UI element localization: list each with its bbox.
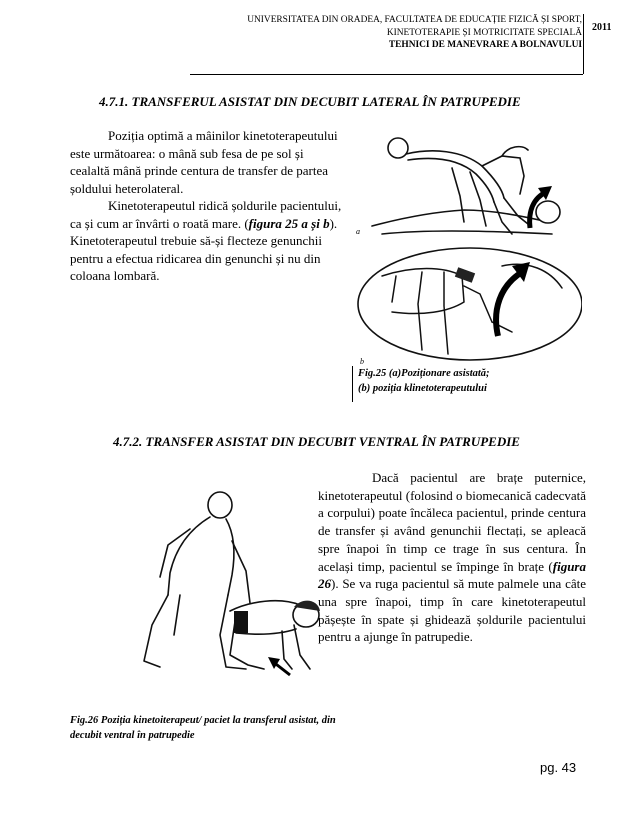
figure-26-caption: Fig.26 Poziția kinetoiterapeut/ paciet la transferul asistat, din decubit ventral în patrupedie: [70, 715, 336, 741]
figure-25-illustration: [352, 126, 582, 366]
header-divider: [583, 14, 584, 74]
figure-25-caption-line-1: Fig.25 (a)Poziționare asistată;: [358, 368, 490, 379]
page-header: [247, 14, 582, 52]
section1-text: [70, 127, 342, 285]
figure-25-label-a: a: [356, 227, 360, 236]
header-line-3: TEHNICI DE MANEVRARE A BOLNAVULUI: [388, 40, 582, 50]
figure-25-reference: figura 25 a și b: [248, 215, 330, 231]
section2-paragraph: Dacă pacientul are brațe puternice, kinetoterapeutul (folosind o biomecanică cadecvată a corpului) poate încăleca pacientul, prinde centura de transfer și având genunchii flectați, se apleacă spre înapoi în timp ce trage în sus centura. În același timp, pacientul se împinge în brațe (figura 26). Se va ruga pacientul să mute palmele una câte una spre înapoi, timp în care kinetoterapeutul pășește în spate și ghidează șoldurile pacientului pentru a ajunge în patrupedie.: [318, 470, 586, 645]
header-line-1: UNIVERSITATEA DIN ORADEA, FACULTATEA DE EDUCAȚIE FIZICĂ ȘI SPORT,: [247, 15, 582, 25]
figure-25-caption: [358, 366, 490, 396]
figure-26-reference: figura 26: [318, 558, 586, 592]
header-underline: [190, 74, 583, 75]
section1-paragraph-2: Kinetoterapeutul ridică șoldurile pacientului, ca și cum ar învârti o roată mare. (figura 25 a și b). Kinetoterapeutul trebuie să-și flecteze genunchii pentru a efectua ridicarea din genunchi și nu din coloana lombară.: [70, 198, 342, 283]
section-heading-4-7-1: 4.7.1. TRANSFERUL ASISTAT DIN DECUBIT LATERAL ÎN PATRUPEDIE: [99, 94, 521, 109]
section-heading-4-7-2: 4.7.2. TRANSFER ASISTAT DIN DECUBIT VENTRAL ÎN PATRUPEDIE: [113, 434, 520, 449]
header-line-2: KINETOTERAPIE ȘI MOTRICITATE SPECIALĂ: [386, 27, 582, 38]
section1-paragraph-1: Poziția optimă a mâinilor kinetoterapeutului este următoarea: o mână sub fesa de pe sol și cealaltă mână prinde centura de transfer de partea șoldului heterolateral.: [70, 128, 338, 196]
figure-26-illustration: [130, 485, 325, 685]
section2-text: [318, 469, 586, 646]
figure-25-caption-line-2: (b) poziția klinetoterapeutului: [358, 383, 487, 394]
page-number: pg. 43: [540, 760, 577, 775]
figure-25-label-b: b: [360, 357, 364, 366]
figure-25-caption-bar: [352, 366, 353, 402]
header-year: 2011: [592, 22, 612, 33]
